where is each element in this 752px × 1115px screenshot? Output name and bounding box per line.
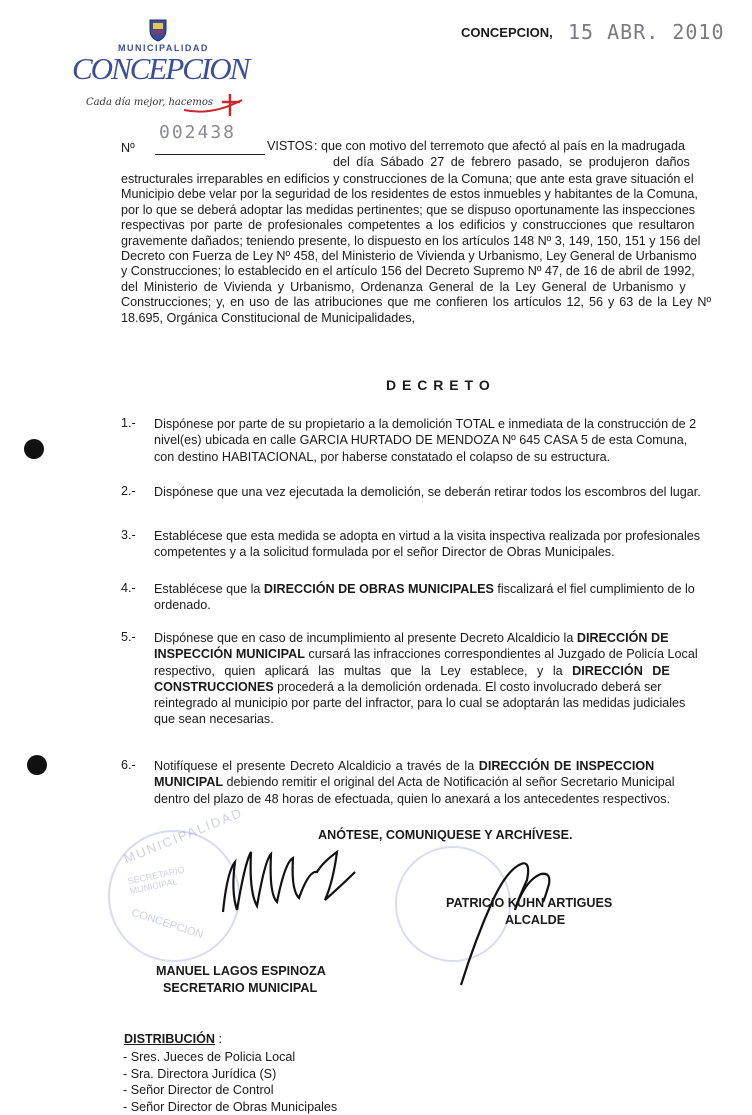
item-emphasis: DIRECCIÓN DE: [576, 631, 669, 645]
distribution-item: - Señor Director de Control: [123, 1083, 274, 1098]
item-line: reintegrado al municipio por parte del infractor, para lo cual se adoptarán las medidas judiciales: [154, 696, 686, 711]
vistos-line-9: y Construcciones; lo establecido en el artículo 156 del Decreto Supremo Nº 47, de 16 de abril de 1992,: [121, 264, 695, 279]
decree-item-1: [121, 416, 752, 465]
decree-item-3: [121, 528, 752, 561]
distribution-item: - Sra. Directora Jurídica (S): [123, 1066, 277, 1081]
item-line: [154, 663, 752, 679]
item-text: Establécese que la: [154, 582, 264, 596]
decree-item-2: [121, 484, 752, 500]
item-line: Establécese que esta medida se adopta en virtud a la visita inspectiva realizada por profesionales: [154, 529, 701, 543]
logo-top-text: MUNICIPALIDAD: [118, 43, 209, 53]
item-line: competentes y a la solicitud formulada por el señor Director de Obras Municipales.: [154, 545, 615, 560]
vistos-body: [121, 172, 752, 326]
item-emphasis: DIRECCIÓN DE INSPECCION: [478, 759, 655, 773]
item-text: procederá a la demolición ordenada. El costo involucrado deberá ser: [273, 679, 662, 694]
secretary-signature: [205, 832, 375, 922]
mayor-title: ALCALDE: [505, 913, 566, 927]
secretary-name: MANUEL LAGOS ESPINOZA: [156, 964, 326, 978]
logo-tagline: Cada día mejor, hacemos: [86, 97, 214, 108]
item-line: [154, 646, 752, 662]
place-label: CONCEPCION,: [461, 25, 553, 40]
item-line: ordenado.: [154, 598, 211, 613]
vistos-label: VISTOS: [267, 139, 313, 153]
item-line: con destino HABITACIONAL, por haberse constatado el colapso de su estructura.: [154, 449, 611, 464]
item-number: 2.-: [121, 484, 136, 498]
item-text: cursará las infracciones correspondientes al Juzgado de Policía Local: [304, 647, 698, 662]
item-number: 5.-: [121, 630, 136, 644]
item-emphasis: CONSTRUCCIONES: [154, 679, 274, 694]
municipal-logo: [70, 18, 250, 128]
distribution-list: [123, 1049, 337, 1115]
distribution-item: - Señor Director de Obras Municipales: [123, 1099, 338, 1114]
decree-number-label: Nº: [121, 141, 135, 155]
secretary-seal-text-center: SECRETARIO MUNICIPAL: [126, 864, 186, 897]
vistos-line-12: 18.695, Orgánica Constitucional de Municipalidades,: [121, 310, 416, 325]
cross-swoosh-icon: [182, 86, 252, 118]
vistos-line-1: : que con motivo del terremoto que afectó al país en la madrugada: [314, 139, 686, 153]
vistos-line-4: Municipio debe velar por la seguridad de los residentes de estos inmuebles y habitantes de la Comuna,: [121, 187, 698, 202]
coat-of-arms-icon: [148, 18, 168, 42]
item-line: [154, 758, 752, 774]
vistos-line-10: del Ministerio de Vivienda y Urbanismo, Ordenanza General de la Ley General de Urbanismo y: [121, 279, 686, 294]
item-line: [154, 774, 752, 790]
item-number: 1.-: [121, 416, 136, 430]
vistos-line-5: por lo que se deberá adoptar las medidas pertinentes; que se dispuso oportunamente las inspecciones: [121, 202, 696, 217]
vistos-line-2: del día Sábado 27 de febrero pasado, se produjeron daños: [333, 155, 690, 169]
decree-number: 002438: [159, 122, 237, 143]
secretary-seal-text-bottom: CONCEPCION: [129, 906, 205, 942]
item-text: Dispónese que en caso de incumplimiento al presente Decreto Alcaldicio la: [154, 631, 577, 645]
decree-item-5: [121, 630, 752, 728]
item-text: respectivo, quien aplicará las multas que la Ley establece, y la: [154, 663, 573, 678]
distribution-heading: [124, 1032, 222, 1046]
decree-number-underline: [155, 154, 265, 155]
vistos-line-8: Decreto con Fuerza de Ley Nº 458, del Ministerio de Vivienda y Urbanismo, Ley General de Urbanismo: [121, 249, 697, 264]
item-emphasis: DIRECCIÓN DE OBRAS MUNICIPALES: [263, 582, 494, 596]
closing-formula: ANÓTESE, COMUNIQUESE Y ARCHÍVESE.: [318, 828, 573, 842]
decree-item-6: [121, 758, 752, 807]
item-text: Notifíquese el presente Decreto Alcaldicio a través de la: [154, 759, 479, 773]
decree-title: D E C R E T O: [386, 377, 491, 393]
item-emphasis: DIRECCIÓN DE: [572, 663, 670, 678]
punch-hole-bottom: [27, 755, 47, 775]
item-line: nivel(es) ubicada en calle GARCIA HURTADO DE MENDOZA Nº 645 CASA 5 de esta Comuna,: [154, 433, 688, 448]
vistos-line-3: estructurales irreparables en edificios y construcciones de la Comuna; que ante esta grave situación el: [121, 172, 694, 186]
item-number: 4.-: [121, 581, 136, 595]
distribution-colon: :: [214, 1032, 222, 1046]
item-line: Dispónese que una vez ejecutada la demolición, se deberán retirar todos los escombros del lugar.: [154, 485, 701, 499]
item-emphasis: INSPECCIÓN MUNICIPAL: [154, 647, 305, 662]
item-line: que sean necesarias.: [154, 712, 274, 727]
item-line: [154, 679, 752, 695]
vistos-line-7: gravemente dañados; teniendo presente, lo dispuesto en los artículos 148 Nº 3, 149, 150, 151 y 156 del: [121, 233, 701, 248]
decree-item-4: [121, 581, 752, 614]
secretary-seal-text-top: MUNICIPALIDAD: [121, 804, 246, 867]
distribution-title: DISTRIBUCIÓN: [124, 1032, 215, 1046]
vistos-line-11: Construcciones; y, en uso de las atribuciones que me confieren los artículos 12, 56 y 63 de la Ley Nº: [121, 295, 712, 310]
item-line: [154, 630, 752, 646]
item-line: dentro del plazo de 48 horas de efectuada, quien lo anexará a los antecedentes respectivos.: [154, 791, 670, 806]
item-text: debiendo remitir el original del Acta de Notificación al señor Secretario Municipal: [223, 775, 675, 790]
item-text: fiscalizará el fiel cumplimiento de lo: [493, 582, 695, 596]
distribution-item: - Sres. Jueces de Policia Local: [123, 1050, 296, 1064]
item-line: Dispónese por parte de su propietario a la demolición TOTAL e inmediata de la construcción de 2: [154, 417, 697, 431]
item-line: [154, 581, 752, 597]
mayor-name: PATRICIO KUHN ARTIGUES: [446, 896, 613, 910]
date-stamp: 15 ABR. 2010: [568, 20, 725, 44]
item-number: 3.-: [121, 528, 136, 542]
logo-name: CONCEPCION: [72, 51, 249, 86]
secretary-title: SECRETARIO MUNICIPAL: [163, 981, 318, 995]
punch-hole-top: [24, 439, 44, 459]
vistos-line-6: respectivas por parte de profesionales competentes a los edificios y construcciones que resultaron: [121, 218, 695, 233]
item-number: 6.-: [121, 758, 136, 772]
item-emphasis: MUNICIPAL: [154, 775, 224, 790]
